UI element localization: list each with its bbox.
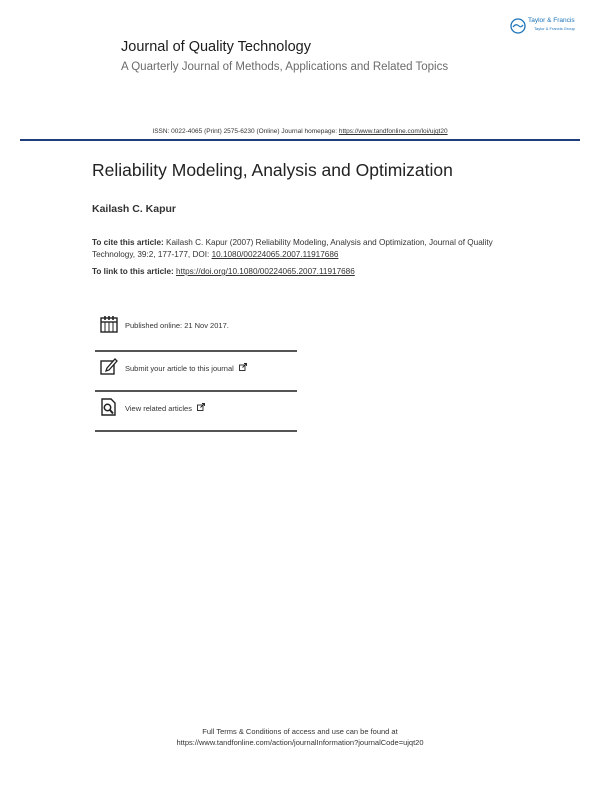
header-divider [20, 139, 580, 141]
link-label: To link to this article: [92, 267, 177, 276]
related-label [125, 403, 205, 413]
article-title: Reliability Modeling, Analysis and Optimization [92, 160, 453, 180]
related-articles-link[interactable] [95, 392, 297, 432]
logo-subtitle: Taylor & Francis Group [534, 26, 575, 31]
published-info [95, 309, 297, 349]
journal-subtitle: A Quarterly Journal of Methods, Applications and Related Topics [121, 61, 449, 73]
info-divider [95, 430, 297, 432]
issn-text: ISSN: 0022-4065 (Print) 2575-6230 (Online) Journal homepage: [152, 128, 339, 135]
article-url-link[interactable]: https://doi.org/10.1080/00224065.2007.11917686 [176, 267, 355, 276]
calendar-icon [100, 315, 118, 333]
submit-label [125, 363, 247, 373]
cite-label: To cite this article: [92, 238, 164, 247]
citation-block [92, 237, 502, 260]
external-link-icon [239, 363, 247, 371]
logo-name: Taylor & Francis [528, 17, 575, 24]
submit-article-link[interactable] [95, 351, 297, 391]
doi-link[interactable]: 10.1080/00224065.2007.11917686 [211, 249, 339, 259]
author-name: Kailash C. Kapur [92, 203, 177, 215]
external-link-icon [197, 403, 205, 411]
journal-title: Journal of Quality Technology [121, 39, 311, 55]
related-label-text: View related articles [125, 404, 192, 413]
taylor-francis-logo-icon [510, 18, 526, 34]
document-search-icon [100, 398, 118, 416]
footer-terms-text: Full Terms & Conditions of access and use can be found at [202, 727, 398, 736]
published-label: Published online: 21 Nov 2017. [125, 321, 229, 330]
footer-terms-link[interactable]: https://www.tandfonline.com/action/journalInformation?journalCode=ujqt20 [176, 738, 424, 747]
footer [0, 726, 600, 748]
journal-homepage-link[interactable]: https://www.tandfonline.com/loi/ujqt20 [338, 128, 448, 135]
publisher-logo[interactable] [510, 16, 585, 36]
submit-label-text: Submit your article to this journal [125, 364, 234, 373]
issn-line [0, 128, 600, 135]
cite-text: Kailash C. Kapur (2007) Reliability Modeling, Analysis and Optimization, Journal of Quality Technology, 39:2, 177-177, DOI: [92, 238, 493, 259]
link-to-article [92, 267, 355, 276]
edit-icon [100, 357, 118, 375]
